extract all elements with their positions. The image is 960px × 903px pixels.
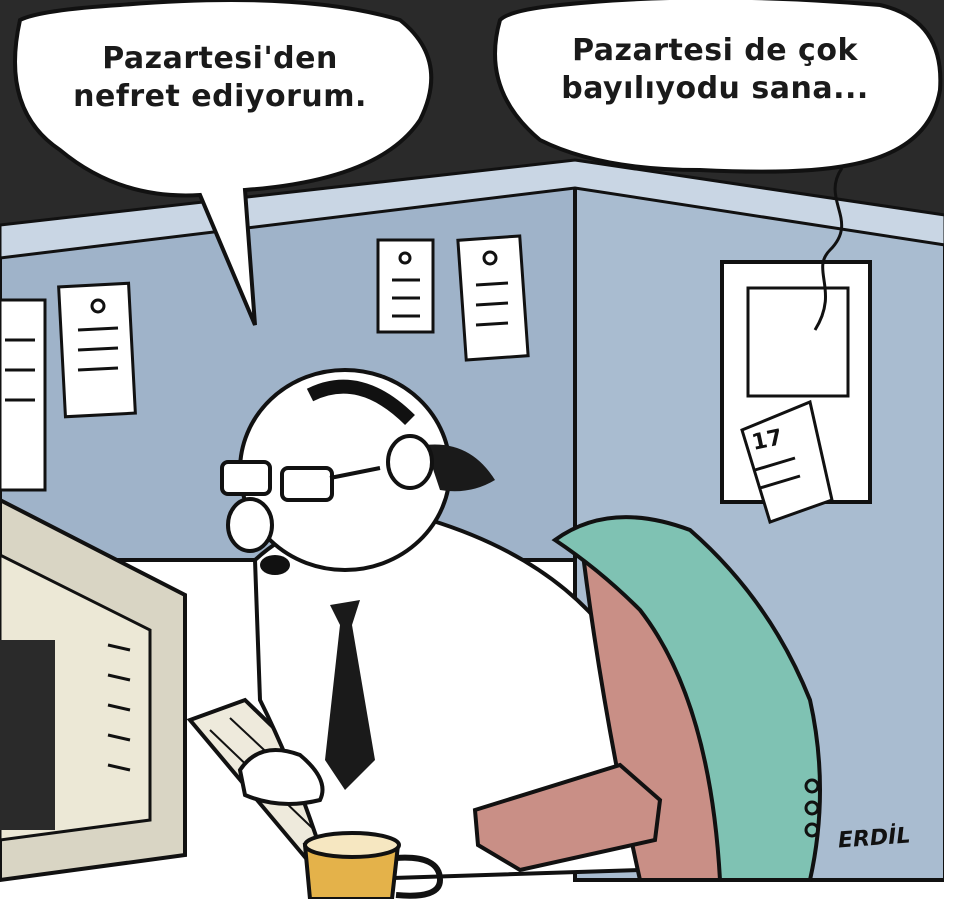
artist-signature: ERDİL [837, 823, 912, 854]
right-speech-line-2: bayılıyodu sana... [561, 70, 869, 106]
left-speech-line-1: Pazartesi'den [102, 41, 338, 76]
pinned-note [0, 300, 45, 490]
frame-right-border [944, 0, 960, 899]
pinned-note [378, 240, 433, 332]
calendar-day-number: 17 [749, 425, 785, 456]
pinned-note [59, 283, 136, 416]
glasses [222, 462, 270, 494]
right-speech-text [505, 32, 925, 107]
pinned-note [458, 236, 528, 360]
left-speech-text [20, 40, 420, 115]
right-speech-line-1: Pazartesi de çok [572, 33, 858, 68]
wall-calendar [722, 262, 870, 522]
left-speech-line-2: nefret ediyorum. [73, 78, 367, 114]
